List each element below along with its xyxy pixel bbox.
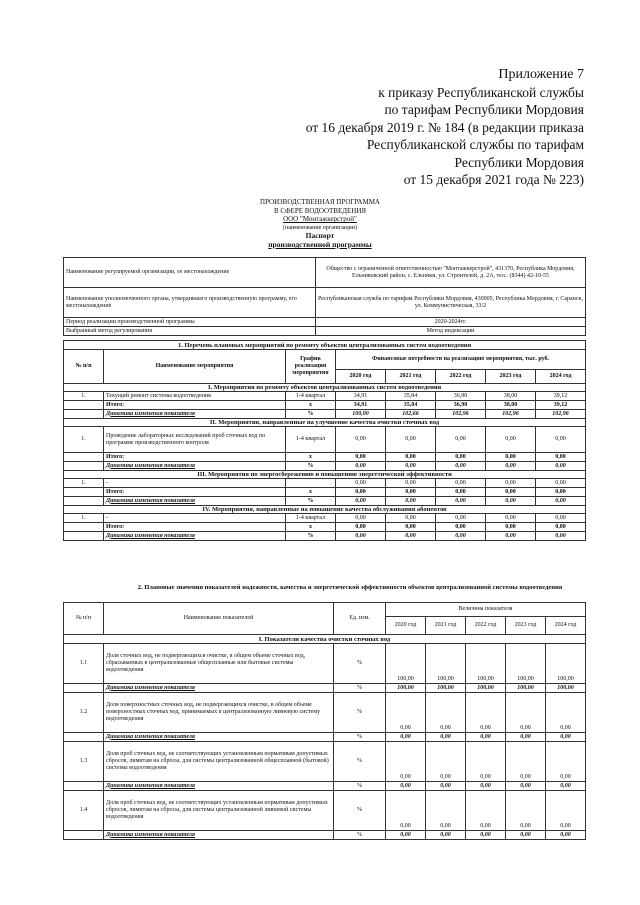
col-num-header: № п/п <box>64 603 104 635</box>
total-label: Итого: <box>104 453 286 462</box>
passport-value: Метод индексации <box>316 327 586 336</box>
row-value: 0,00 <box>506 693 546 733</box>
dynamics-value: 100,00 <box>466 684 506 693</box>
row-num: 1.4 <box>64 791 104 831</box>
row-value: 0,00 <box>386 791 426 831</box>
dynamics-unit: % <box>286 497 336 506</box>
dynamics-value: 100,00 <box>506 684 546 693</box>
program-subtitle: В СФЕРЕ ВОДООТВЕДЕНИЯ <box>273 206 367 215</box>
col-name-header: Наименование показателей <box>104 603 334 635</box>
row-value: 0,00 <box>536 427 586 453</box>
row-schedule: 1-4 квартал <box>286 392 336 401</box>
row-value: 0,00 <box>546 791 586 831</box>
passport-label: Выбранный метод регулирования <box>64 327 316 336</box>
dynamics-value: 102,96 <box>436 410 486 419</box>
total-row <box>64 453 586 462</box>
total-value: 0,00 <box>386 488 436 497</box>
dynamics-label: Динамика изменения показателя <box>104 782 334 791</box>
col-value-header: Величина показателя <box>386 603 586 617</box>
row-value: 0,00 <box>506 791 546 831</box>
row-value: 0,00 <box>466 693 506 733</box>
row-unit: % <box>334 742 386 782</box>
year-header: 2023 год <box>486 370 536 384</box>
total-unit: х <box>286 488 336 497</box>
appendix-line: Приложение 7 <box>498 67 584 82</box>
dynamics-value: 0,00 <box>386 831 426 840</box>
dynamics-value: 0,00 <box>546 782 586 791</box>
row-value: 0,00 <box>386 514 436 523</box>
row-value: 0,00 <box>536 479 586 488</box>
dynamics-value: 0,00 <box>536 497 586 506</box>
section-title: I. Мероприятия по ремонту объектов централизованных систем водоотведения <box>64 384 586 392</box>
dynamics-value: 0,00 <box>436 462 486 471</box>
dynamics-value: 100,00 <box>426 684 466 693</box>
passport-value: Общество с ограниченной ответственностью "Монтажкерстрой", 431370, Республика Мордовия, Ельниковский район, с. Ельники, ул. Строителей, д. 2А, тел.: (8344) 42-10-55 <box>316 258 586 288</box>
dynamics-value: 0,00 <box>386 532 436 541</box>
row-num: 1. <box>64 392 104 401</box>
appendix-line: от 16 декабря 2019 г. № 184 (в редакции приказа <box>305 119 584 135</box>
total-value: 0,00 <box>336 523 386 532</box>
measures-table <box>63 340 586 541</box>
year-header: 2022 год <box>466 617 506 635</box>
row-value: 35,84 <box>386 392 436 401</box>
appendix-header <box>224 66 584 189</box>
total-value: 0,00 <box>386 453 436 462</box>
dynamics-row <box>64 462 586 471</box>
total-value: 35,84 <box>386 401 436 410</box>
dynamics-value: 0,00 <box>546 733 586 742</box>
total-value: 0,00 <box>536 488 586 497</box>
row-value: 0,00 <box>426 791 466 831</box>
appendix-line: Республиканской службы по тарифам <box>366 137 584 152</box>
row-value: 0,00 <box>386 427 436 453</box>
row-value: 0,00 <box>386 693 426 733</box>
total-row <box>64 488 586 497</box>
year-header: 2020 год <box>386 617 426 635</box>
dynamics-value: 0,00 <box>426 831 466 840</box>
dynamics-label: Динамика изменения показателя <box>104 684 334 693</box>
total-value: 0,00 <box>486 523 536 532</box>
dynamics-value: 102,66 <box>386 410 436 419</box>
row-value: 0,00 <box>386 479 436 488</box>
total-value: 0,00 <box>536 523 586 532</box>
total-value: 0,00 <box>336 453 386 462</box>
dynamics-value: 0,00 <box>506 831 546 840</box>
year-header: 2020 год <box>336 370 386 384</box>
dynamics-value: 0,00 <box>336 497 386 506</box>
row-value: 100,00 <box>506 644 546 684</box>
row-value: 0,00 <box>336 427 386 453</box>
row-name: Проведение лабораторных исследований проб сточных вод по программе производственного контроля <box>104 427 286 453</box>
organization-caption: (наименование организации) <box>283 224 357 231</box>
row-num: 1.3 <box>64 742 104 782</box>
row-value: 0,00 <box>506 742 546 782</box>
total-value: 0,00 <box>436 453 486 462</box>
part2-title: 2. Плановые значения показателей надежности, качества и энергетической эффективности объектов централизованной системы водоотведения <box>137 584 563 591</box>
passport-row <box>64 327 586 336</box>
row-schedule: 1-4 квартал <box>286 427 336 453</box>
dynamics-label: Динамика изменения показателя <box>104 532 286 541</box>
dynamics-value: 0,00 <box>466 831 506 840</box>
dynamics-value: 0,00 <box>336 532 386 541</box>
dynamics-value: 0,00 <box>386 462 436 471</box>
total-label: Итого: <box>104 401 286 410</box>
dynamics-value: 0,00 <box>466 733 506 742</box>
dynamics-value: 0,00 <box>336 462 386 471</box>
total-value: 0,00 <box>436 488 486 497</box>
row-value: 0,00 <box>426 742 466 782</box>
indicators-table <box>63 602 586 840</box>
dynamics-row <box>64 733 586 742</box>
appendix-line: Республики Мордовия <box>454 154 584 170</box>
year-header: 2024 год <box>536 370 586 384</box>
row-value: 0,00 <box>436 427 486 453</box>
row-value: 100,00 <box>466 644 506 684</box>
row-value: 0,00 <box>536 514 586 523</box>
total-row <box>64 523 586 532</box>
row-value: 38,00 <box>486 392 536 401</box>
dynamics-unit: % <box>334 831 386 840</box>
row-num: 1.1 <box>64 644 104 684</box>
row-value: 100,00 <box>386 644 426 684</box>
section-title: III. Мероприятия по энергосбережению и повышению энергетической эффективности <box>64 471 586 479</box>
dynamics-value: 0,00 <box>506 733 546 742</box>
dynamics-unit: % <box>334 733 386 742</box>
year-header: 2022 год <box>436 370 486 384</box>
row-name: Доля проб сточных вод, не соответствующих установленным нормативам допустимых сбросов, лимитам на сбросы, для системы централизованной общесплавной (бытовой) системы водоотведения <box>104 742 334 782</box>
table-row <box>64 644 586 684</box>
table-row <box>64 742 586 782</box>
total-value: 0,00 <box>486 488 536 497</box>
table-row <box>64 693 586 733</box>
appendix-line: по тарифам Республики Мордовия <box>384 102 584 117</box>
table-row <box>64 392 586 401</box>
dynamics-value: 0,00 <box>486 497 536 506</box>
total-value: 34,91 <box>336 401 386 410</box>
row-value: 0,00 <box>486 427 536 453</box>
dynamics-value: 100,00 <box>336 410 386 419</box>
total-value: 0,00 <box>486 453 536 462</box>
total-label: Итого: <box>104 523 286 532</box>
table-row <box>64 791 586 831</box>
row-value: 0,00 <box>466 791 506 831</box>
dynamics-value: 102,96 <box>536 410 586 419</box>
dynamics-label: Динамика изменения показателя <box>104 733 334 742</box>
dynamics-unit: % <box>286 462 336 471</box>
dynamics-value: 102,96 <box>486 410 536 419</box>
dynamics-value: 0,00 <box>486 462 536 471</box>
total-label: Итого: <box>104 488 286 497</box>
row-value: 0,00 <box>546 742 586 782</box>
total-value: 0,00 <box>536 453 586 462</box>
row-value: 39,12 <box>536 392 586 401</box>
dynamics-value: 0,00 <box>436 497 486 506</box>
total-row <box>64 401 586 410</box>
total-unit: х <box>286 453 336 462</box>
appendix-line: от 15 декабря 2021 года № 223) <box>403 172 584 187</box>
row-name: Доля поверхностных сточных вод, не подвергающихся очистке, в общем объеме поверхностных сточных вод, принимаемых в централизованную ливневую систему водоотведения <box>104 693 334 733</box>
table-row <box>64 479 586 488</box>
row-num: 1.2 <box>64 693 104 733</box>
section-title: II. Мероприятия, направленные на улучшение качества очистки сточных вод <box>64 419 586 427</box>
dynamics-value: 0,00 <box>426 733 466 742</box>
passport-label: Наименование уполномоченного органа, утвердившего производственную программу, его местонахождение <box>64 288 316 318</box>
passport-title: Паспорт <box>305 231 335 241</box>
dynamics-value: 0,00 <box>546 831 586 840</box>
row-value: 100,00 <box>426 644 466 684</box>
row-num: 1. <box>64 514 104 523</box>
passport-row <box>64 288 586 318</box>
dynamics-value: 100,00 <box>546 684 586 693</box>
dynamics-value: 0,00 <box>386 497 436 506</box>
dynamics-row <box>64 782 586 791</box>
row-name: - <box>104 479 286 488</box>
dynamics-label: Динамика изменения показателя <box>104 462 286 471</box>
row-value: 100,00 <box>546 644 586 684</box>
appendix-line: к приказу Республиканской службы <box>378 84 584 100</box>
dynamics-value: 0,00 <box>486 532 536 541</box>
part1-title: 1. Перечень плановых мероприятий по ремонту объектов централизованных систем водоотведения <box>64 341 586 350</box>
dynamics-row <box>64 831 586 840</box>
row-value: 36,90 <box>436 392 486 401</box>
program-title: ПРОИЗВОДСТВЕННАЯ ПРОГРАММА <box>260 198 380 206</box>
row-unit: % <box>334 791 386 831</box>
dynamics-value: 0,00 <box>536 462 586 471</box>
passport-value: Республиканская служба по тарифам Республики Мордовия, 430005, Республика Мордовия, г. Саранск, ул. Коммунистическая, 33/2 <box>316 288 586 318</box>
col-schedule-header: График реализации мероприятия <box>286 350 336 384</box>
dynamics-row <box>64 684 586 693</box>
row-unit: % <box>334 693 386 733</box>
dynamics-row <box>64 497 586 506</box>
row-name: - <box>104 514 286 523</box>
row-value: 0,00 <box>486 479 536 488</box>
row-value: 0,00 <box>436 514 486 523</box>
dynamics-row <box>64 410 586 419</box>
dynamics-unit: % <box>286 532 336 541</box>
passport-row <box>64 318 586 327</box>
row-value: 0,00 <box>486 514 536 523</box>
row-value: 0,00 <box>546 693 586 733</box>
dynamics-value: 0,00 <box>536 532 586 541</box>
year-header: 2023 год <box>506 617 546 635</box>
row-value: 0,00 <box>336 514 386 523</box>
organization-name: ООО "Монтажкерстрой" <box>283 215 357 224</box>
total-unit: х <box>286 523 336 532</box>
col-unit-header: Ед. изм. <box>334 603 386 635</box>
passport-value: 2020-2024гг. <box>316 318 586 327</box>
dynamics-value: 0,00 <box>386 782 426 791</box>
col-needs-header: Финансовые потребности на реализацию мероприятия, тыс. руб. <box>336 350 586 370</box>
dynamics-label: Динамика изменения показателя <box>104 831 334 840</box>
col-num-header: № п/п <box>64 350 104 384</box>
section-title: I. Показатели качества очистки сточных вод <box>64 635 586 644</box>
row-name: Доля проб сточных вод, не соответствующих установленным нормативам допустимых сбросов, лимитам на сбросы, для системы централизованной ливневой системы водоотведения <box>104 791 334 831</box>
row-value: 0,00 <box>466 742 506 782</box>
row-name: Текущий ремонт системы водоотведения <box>104 392 286 401</box>
row-value: 0,00 <box>436 479 486 488</box>
total-value: 0,00 <box>386 523 436 532</box>
dynamics-value: 100,00 <box>386 684 426 693</box>
passport-table <box>63 257 586 336</box>
dynamics-unit: % <box>334 684 386 693</box>
table-row <box>64 514 586 523</box>
total-value: 38,00 <box>486 401 536 410</box>
dynamics-value: 0,00 <box>466 782 506 791</box>
row-value: 0,00 <box>426 693 466 733</box>
total-value: 0,00 <box>336 488 386 497</box>
row-value: 34,91 <box>336 392 386 401</box>
section-title: IV. Мероприятия, направленные на повышение качества обслуживания абонентов <box>64 506 586 514</box>
total-value: 36,90 <box>436 401 486 410</box>
dynamics-value: 0,00 <box>426 782 466 791</box>
dynamics-row <box>64 532 586 541</box>
passport-label: Наименование регулируемой организации, ее местонахождение <box>64 258 316 288</box>
dynamics-value: 0,00 <box>506 782 546 791</box>
dynamics-unit: % <box>334 782 386 791</box>
passport-label: Период реализации производственной программы <box>64 318 316 327</box>
total-value: 0,00 <box>436 523 486 532</box>
row-unit: % <box>334 644 386 684</box>
col-name-header: Наименование мероприятия <box>104 350 286 384</box>
dynamics-label: Динамика изменения показателя <box>104 497 286 506</box>
program-header <box>0 198 640 250</box>
total-unit: х <box>286 401 336 410</box>
row-num: 1. <box>64 427 104 453</box>
year-header: 2021 год <box>426 617 466 635</box>
dynamics-value: 0,00 <box>436 532 486 541</box>
row-num: 1. <box>64 479 104 488</box>
dynamics-label: Динамика изменения показателя <box>104 410 286 419</box>
year-header: 2024 год <box>546 617 586 635</box>
passport-subtitle: производственной программы <box>268 239 372 249</box>
row-value: 0,00 <box>336 479 386 488</box>
row-value: 0,00 <box>386 742 426 782</box>
row-schedule <box>286 479 336 488</box>
dynamics-unit: % <box>286 410 336 419</box>
year-header: 2021 год <box>386 370 436 384</box>
dynamics-value: 0,00 <box>386 733 426 742</box>
table-row <box>64 427 586 453</box>
row-schedule: 1-4 квартал <box>286 514 336 523</box>
total-value: 39,12 <box>536 401 586 410</box>
passport-row <box>64 258 586 288</box>
row-name: Доля сточных вод, не подвергающихся очистке, в общем объеме сточных вод, сбрасываемых в централизованные общесплавные или бытовые системы водоотведения <box>104 644 334 684</box>
